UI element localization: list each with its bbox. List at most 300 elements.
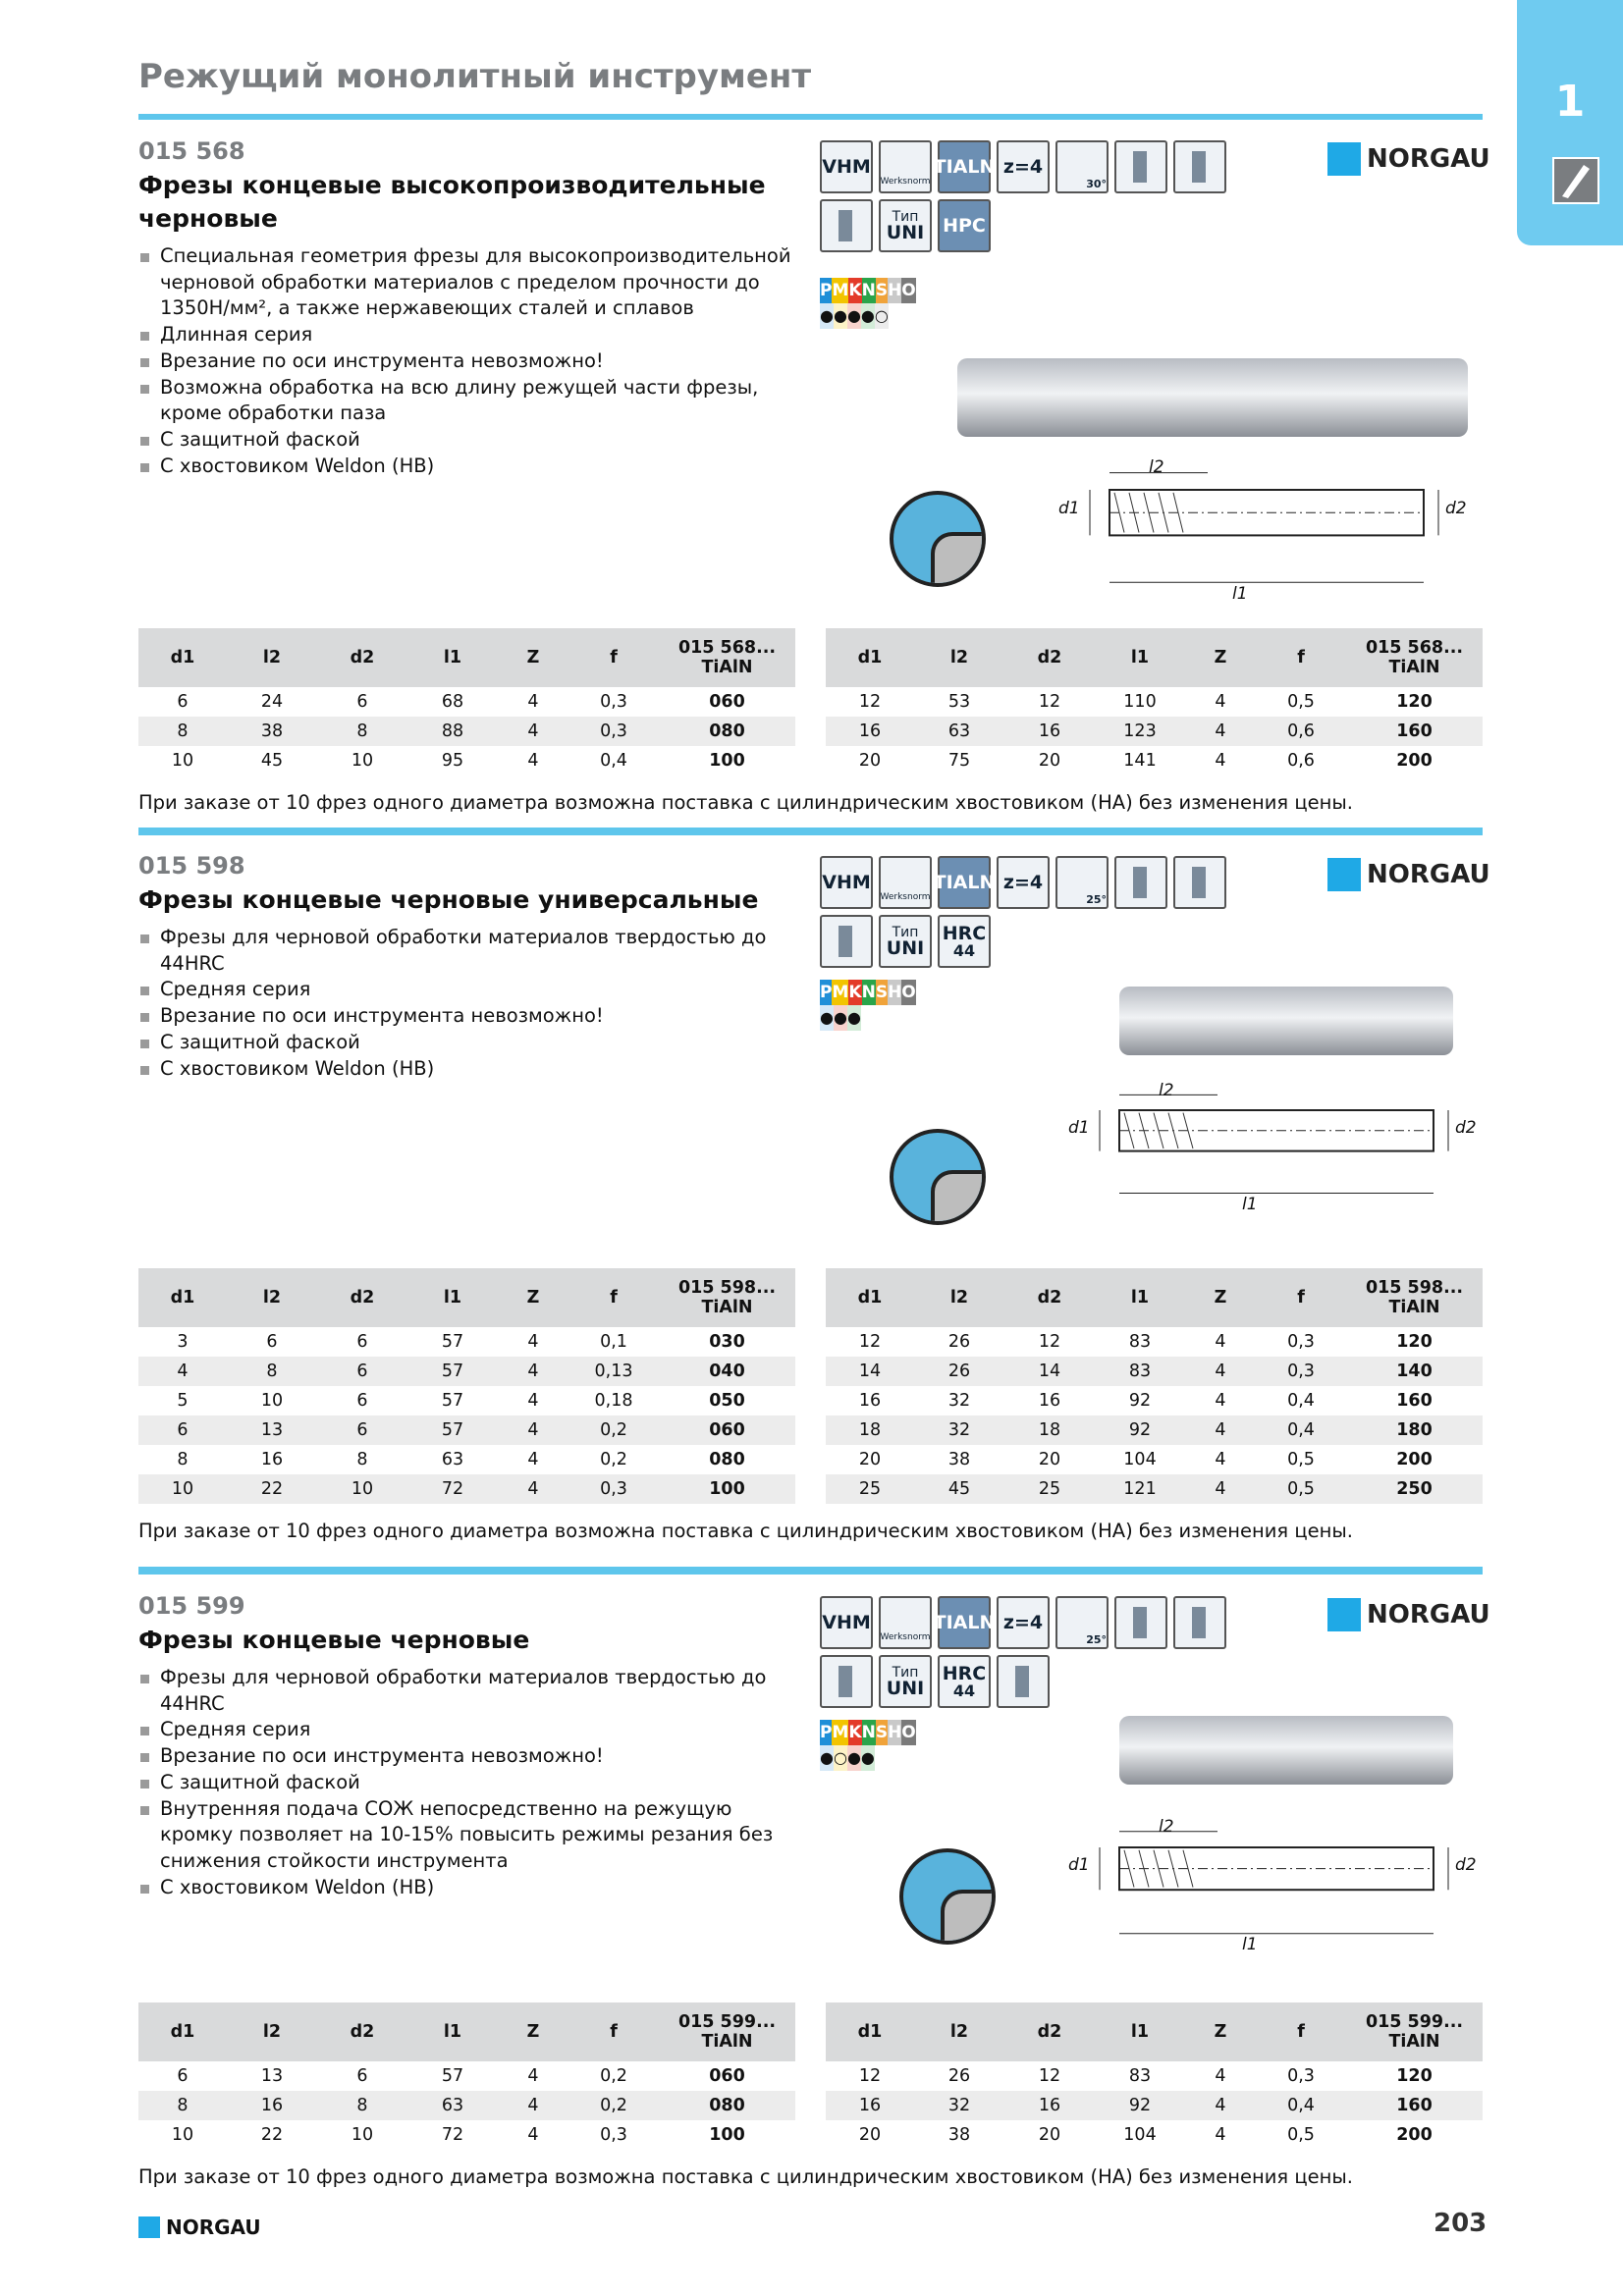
iso-mark: ● — [820, 1745, 834, 1771]
table-cell: 121 — [1095, 1474, 1185, 1504]
table-cell: 13 — [227, 1415, 317, 1445]
table-row[interactable] — [826, 2120, 1483, 2150]
table-cell: 0,2 — [600, 2066, 627, 2086]
feature-item: С хвостовиком Weldon (HB) — [138, 1056, 796, 1083]
table-cell: 10 — [171, 2125, 194, 2145]
dimension-label: l2 — [1159, 1081, 1174, 1100]
iso-mark: ● — [820, 1005, 834, 1031]
table-cell: 20 — [858, 2125, 882, 2145]
column-header: Z — [1185, 2002, 1256, 2061]
section-title: Фрезы концевые черновые универсальные — [138, 885, 759, 914]
flutes-icon — [997, 1596, 1050, 1649]
table-row[interactable] — [138, 1327, 795, 1357]
iso-mark: ● — [847, 1745, 861, 1771]
iso-label: N — [862, 278, 876, 303]
footer-logo — [138, 2216, 261, 2239]
table-cell: 10 — [171, 751, 194, 771]
table-cell: 4 — [1215, 2125, 1226, 2145]
data-table-right — [826, 2002, 1483, 2150]
table-cell: 0,1 — [600, 1332, 627, 1352]
table-cell: 8 — [356, 1450, 368, 1469]
column-header: d2 — [1004, 2002, 1095, 2061]
order-code-cell[interactable]: 060 — [709, 2066, 745, 2086]
iso-label: M — [832, 980, 848, 1005]
feature-item: Средняя серия — [138, 1717, 796, 1743]
order-code-cell[interactable]: 030 — [709, 1332, 745, 1352]
brand-square-icon — [1327, 858, 1361, 891]
code-column-header — [659, 1268, 795, 1327]
column-header: d1 — [826, 1268, 914, 1327]
chapter-number: 1 — [1554, 77, 1586, 127]
iso-material-groups — [820, 980, 916, 1031]
corner-profile-icon — [899, 1848, 996, 1945]
code-prefix: 015 599... — [1365, 2012, 1464, 2032]
code-prefix: 015 598... — [677, 1278, 777, 1298]
iso-mark: ○ — [834, 1745, 847, 1771]
table-cell: 16 — [260, 1450, 284, 1469]
footer-brand: NORGAU — [166, 2216, 261, 2239]
table-cell: 57 — [441, 1332, 464, 1352]
type-label: Тип — [892, 1664, 919, 1681]
order-code-cell[interactable]: 180 — [1346, 1415, 1483, 1445]
table-row[interactable] — [138, 2061, 795, 2091]
table-row[interactable] — [826, 717, 1483, 746]
table-cell: 8 — [317, 717, 407, 746]
rough-profile-icon — [820, 1655, 873, 1708]
type-uni-icon — [879, 1655, 932, 1708]
table-row[interactable] — [826, 1415, 1483, 1445]
table-cell: 0,4 — [1256, 2091, 1346, 2120]
hpc-icon — [938, 199, 991, 252]
table-cell: 0,3 — [600, 2125, 627, 2145]
table-cell: 6 — [266, 1332, 278, 1352]
dimension-label: l2 — [1149, 457, 1164, 477]
table-cell: 75 — [947, 751, 971, 771]
table-cell: 0,5 — [1287, 692, 1315, 712]
table-row[interactable] — [138, 1357, 795, 1386]
flutes-icon — [997, 856, 1050, 909]
table-cell: 22 — [227, 1474, 317, 1504]
icon-text: VHM — [822, 871, 871, 893]
feature-item: Врезание по оси инструмента невозможно! — [138, 348, 796, 375]
column-header: l1 — [1095, 628, 1185, 687]
table-cell: 72 — [407, 1474, 498, 1504]
hrc-value: 44 — [952, 1681, 976, 1700]
order-code-cell[interactable]: 120 — [1396, 1332, 1433, 1352]
chamfer-icon — [1173, 140, 1226, 193]
werksnorm-icon — [879, 1596, 932, 1649]
table-cell: 38 — [947, 1450, 971, 1469]
table-cell: 110 — [1123, 692, 1157, 712]
iso-mark: ● — [820, 303, 834, 329]
section-title: Фрезы концевые высокопроизводительные черновые — [138, 171, 766, 233]
dimension-label: d2 — [1445, 498, 1467, 518]
table-row[interactable] — [826, 1474, 1483, 1504]
column-header: l1 — [407, 2002, 498, 2061]
table-cell: 0,2 — [568, 2091, 659, 2120]
tool-photo — [1119, 1716, 1453, 1785]
table-cell: 4 — [1185, 1474, 1256, 1504]
table-cell: 16 — [1038, 1391, 1061, 1411]
column-header: f — [568, 1268, 659, 1327]
order-code-cell[interactable]: 200 — [1396, 1450, 1433, 1469]
table-cell: 38 — [947, 2125, 971, 2145]
order-code-cell[interactable]: 120 — [1396, 2066, 1433, 2086]
column-header: f — [1256, 2002, 1346, 2061]
column-header: d1 — [138, 1268, 227, 1327]
code-prefix: 015 568... — [677, 638, 777, 658]
order-note: При заказе от 10 фрез одного диаметра возможна поставка с цилиндрическим хвостовиком (HA) без изменения цены. — [138, 791, 1353, 814]
column-header: l1 — [1095, 2002, 1185, 2061]
iso-label: M — [832, 1720, 848, 1745]
column-header: Z — [498, 2002, 568, 2061]
table-row[interactable] — [826, 2061, 1483, 2091]
table-cell: 20 — [858, 751, 882, 771]
table-cell: 57 — [407, 1415, 498, 1445]
table-cell: 8 — [177, 1450, 189, 1469]
icon-text: TIALN — [933, 871, 996, 893]
code-column-header — [1346, 1268, 1483, 1327]
table-cell: 57 — [407, 1357, 498, 1386]
brand-name: NORGAU — [1367, 860, 1490, 889]
table-cell: 4 — [1185, 2091, 1256, 2120]
iso-label: O — [901, 980, 915, 1005]
table-cell: 16 — [1004, 2091, 1095, 2120]
table-cell: 4 — [498, 1357, 568, 1386]
table-cell: 72 — [441, 2125, 464, 2145]
werksnorm-icon — [879, 140, 932, 193]
brand-logo — [1327, 1598, 1490, 1631]
rough-profile-icon — [820, 199, 873, 252]
hrc-icon — [938, 915, 991, 968]
code-prefix: 015 598... — [1365, 1278, 1464, 1298]
column-header: Z — [498, 1268, 568, 1327]
table-cell: 26 — [914, 1357, 1004, 1386]
dimension-label: d1 — [1058, 498, 1080, 518]
column-header: d1 — [138, 2002, 227, 2061]
table-cell: 4 — [527, 1332, 539, 1352]
code-column-header — [1346, 2002, 1483, 2061]
table-cell: 92 — [1128, 1391, 1152, 1411]
article-number: 015 568 — [138, 137, 245, 165]
table-cell: 10 — [138, 1474, 227, 1504]
vhm-icon — [820, 140, 873, 193]
table-cell: 0,18 — [594, 1391, 633, 1411]
page-title: Режущий монолитный инструмент — [138, 57, 812, 96]
iso-mark: ● — [834, 1005, 847, 1031]
order-code-cell[interactable]: 160 — [1396, 1391, 1433, 1411]
table-cell: 0,5 — [1256, 1474, 1346, 1504]
table-cell: 0,4 — [1256, 1415, 1346, 1445]
table-cell: 83 — [1095, 1357, 1185, 1386]
table-cell: 0,6 — [1256, 717, 1346, 746]
column-header: l2 — [914, 2002, 1004, 2061]
feature-item: Возможна обработка на всю длину режущей части фрезы, кроме обработки паза — [138, 375, 796, 427]
article-number: 015 599 — [138, 1592, 245, 1620]
table-cell: 0,13 — [568, 1357, 659, 1386]
table-cell: 63 — [441, 1450, 464, 1469]
order-code-cell[interactable]: 080 — [709, 1450, 745, 1469]
column-header: f — [1256, 628, 1346, 687]
feature-item: Фрезы для черновой обработки материалов твердостью до 44HRC — [138, 1665, 796, 1717]
table-cell: 53 — [947, 692, 971, 712]
iso-material-groups — [820, 1720, 916, 1771]
brand-square-icon — [1327, 1598, 1361, 1631]
order-code-cell[interactable]: 100 — [709, 751, 745, 771]
coating-label: TiAlN — [701, 658, 753, 677]
column-header: f — [1256, 1268, 1346, 1327]
werksnorm-label: Werksnorm — [880, 176, 931, 187]
order-code-cell[interactable]: 050 — [709, 1391, 745, 1411]
icon-text: TIALN — [933, 155, 996, 178]
table-cell: 83 — [1128, 2066, 1152, 2086]
icon-text: HPC — [943, 214, 986, 237]
order-code-cell[interactable]: 200 — [1396, 751, 1433, 771]
order-code-cell[interactable]: 100 — [709, 2125, 745, 2145]
uni-label: UNI — [886, 221, 925, 243]
table-row[interactable] — [138, 1386, 795, 1415]
table-row[interactable] — [826, 1386, 1483, 1415]
table-cell: 13 — [260, 2066, 284, 2086]
table-cell: 0,6 — [1287, 751, 1315, 771]
section-divider — [138, 1567, 1483, 1575]
order-code-cell[interactable]: 160 — [1346, 2091, 1483, 2120]
iso-material-groups — [820, 278, 916, 329]
table-cell: 0,5 — [1287, 1450, 1315, 1469]
icon-text: 25° — [1086, 892, 1107, 906]
column-header: d2 — [317, 1268, 407, 1327]
table-cell: 0,3 — [1256, 1357, 1346, 1386]
hrc-value: 44 — [952, 940, 976, 960]
feature-item: С защитной фаской — [138, 427, 796, 454]
order-code-cell[interactable]: 200 — [1396, 2125, 1433, 2145]
table-cell: 4 — [1215, 1332, 1226, 1352]
corner-profile-icon — [890, 1129, 986, 1225]
table-cell: 32 — [947, 1391, 971, 1411]
table-cell: 4 — [527, 1391, 539, 1411]
werksnorm-label: Werksnorm — [880, 1631, 931, 1642]
table-cell: 63 — [407, 2091, 498, 2120]
feature-item: С защитной фаской — [138, 1770, 796, 1796]
table-cell: 22 — [260, 2125, 284, 2145]
type-label: Тип — [892, 924, 919, 940]
table-cell: 14 — [826, 1357, 914, 1386]
table-cell: 6 — [177, 2066, 189, 2086]
table-row[interactable] — [826, 687, 1483, 717]
chamfer-icon — [1173, 856, 1226, 909]
table-cell: 12 — [858, 2066, 882, 2086]
coating-label: TiAlN — [701, 1298, 753, 1317]
brand-square-icon — [138, 2216, 160, 2238]
code-column-header — [659, 2002, 795, 2061]
iso-label: P — [820, 278, 832, 303]
iso-label: H — [888, 278, 901, 303]
iso-label: S — [876, 1720, 888, 1745]
order-code-cell[interactable]: 080 — [659, 717, 795, 746]
table-cell: 3 — [177, 1332, 189, 1352]
table-cell: 63 — [914, 717, 1004, 746]
table-cell: 8 — [138, 2091, 227, 2120]
table-cell: 0,4 — [1287, 1391, 1315, 1411]
column-header: d2 — [1004, 1268, 1095, 1327]
column-header: l1 — [1095, 1268, 1185, 1327]
code-column-header — [1346, 628, 1483, 687]
order-code-cell[interactable]: 060 — [659, 1415, 795, 1445]
feature-item: С хвостовиком Weldon (HB) — [138, 1875, 796, 1901]
column-header: Z — [1185, 1268, 1256, 1327]
table-row[interactable] — [138, 717, 795, 746]
table-row[interactable] — [138, 687, 795, 717]
property-icons — [820, 140, 1262, 252]
table-cell: 4 — [498, 2091, 568, 2120]
iso-mark: ● — [834, 303, 847, 329]
table-cell: 4 — [138, 1357, 227, 1386]
column-header: l1 — [407, 628, 498, 687]
order-note: При заказе от 10 фрез одного диаметра возможна поставка с цилиндрическим хвостовиком (HA) без изменения цены. — [138, 1520, 1353, 1542]
table-cell: 20 — [858, 1450, 882, 1469]
icon-text: 30° — [1086, 177, 1107, 190]
table-cell: 57 — [441, 1391, 464, 1411]
hrc-label: HRC — [942, 1662, 987, 1684]
tool-drawing — [1068, 1817, 1477, 1955]
column-header: Z — [498, 628, 568, 687]
table-cell: 24 — [260, 692, 284, 712]
table-cell: 45 — [260, 751, 284, 771]
werksnorm-label: Werksnorm — [880, 891, 931, 902]
brand-name: NORGAU — [1367, 1600, 1490, 1629]
iso-label: O — [901, 278, 915, 303]
iso-mark: ● — [847, 303, 861, 329]
table-cell: 10 — [260, 1391, 284, 1411]
table-cell: 12 — [858, 692, 882, 712]
table-cell: 8 — [227, 1357, 317, 1386]
table-cell: 57 — [441, 2066, 464, 2086]
section-divider — [138, 828, 1483, 835]
icon-text: 25° — [1086, 1632, 1107, 1646]
table-cell: 0,5 — [1287, 2125, 1315, 2145]
iso-label: K — [848, 1720, 861, 1745]
feature-list — [138, 925, 796, 1082]
table-cell: 123 — [1095, 717, 1185, 746]
table-cell: 8 — [138, 717, 227, 746]
brand-logo — [1327, 142, 1490, 176]
table-cell: 16 — [1004, 717, 1095, 746]
table-cell: 6 — [317, 1357, 407, 1386]
feature-item: Врезание по оси инструмента невозможно! — [138, 1743, 796, 1770]
iso-label: K — [848, 278, 861, 303]
table-cell: 0,3 — [1287, 1332, 1315, 1352]
data-table-left — [138, 1268, 795, 1504]
table-row[interactable] — [826, 1327, 1483, 1357]
table-cell: 95 — [441, 751, 464, 771]
table-cell: 10 — [351, 2125, 374, 2145]
table-cell: 92 — [1095, 1415, 1185, 1445]
iso-mark: ● — [861, 1745, 875, 1771]
chapter-tab[interactable] — [1517, 0, 1623, 245]
order-code-cell[interactable]: 080 — [659, 2091, 795, 2120]
table-cell: 10 — [351, 751, 374, 771]
table-cell: 4 — [498, 717, 568, 746]
table-row[interactable] — [138, 2091, 795, 2120]
table-cell: 4 — [498, 1415, 568, 1445]
table-cell: 12 — [858, 1332, 882, 1352]
table-cell: 8 — [317, 2091, 407, 2120]
table-row[interactable] — [826, 2091, 1483, 2120]
feature-list — [138, 243, 796, 479]
table-cell: 32 — [914, 2091, 1004, 2120]
column-header: l2 — [227, 2002, 317, 2061]
property-icons — [820, 1596, 1262, 1708]
table-cell: 4 — [527, 1450, 539, 1469]
order-code-cell[interactable]: 060 — [709, 692, 745, 712]
iso-mark: ○ — [875, 303, 889, 329]
order-code-cell[interactable]: 140 — [1346, 1357, 1483, 1386]
table-cell: 16 — [858, 1391, 882, 1411]
table-cell: 141 — [1123, 751, 1157, 771]
table-row[interactable] — [138, 746, 795, 775]
iso-label: P — [820, 1720, 832, 1745]
helix-angle-icon — [1055, 1596, 1109, 1649]
table-row[interactable] — [138, 1415, 795, 1445]
order-code-cell[interactable]: 120 — [1396, 692, 1433, 712]
table-row[interactable] — [826, 1357, 1483, 1386]
coating-label: TiAlN — [1388, 2032, 1440, 2052]
table-cell: 4 — [527, 2125, 539, 2145]
corner-profile-icon — [890, 491, 986, 587]
column-header: Z — [1185, 628, 1256, 687]
table-row[interactable] — [826, 1445, 1483, 1474]
article-number: 015 598 — [138, 852, 245, 880]
column-header: d2 — [317, 628, 407, 687]
icon-text: z=4 — [1002, 871, 1044, 893]
table-cell: 4 — [498, 1474, 568, 1504]
type-uni-icon — [879, 199, 932, 252]
order-code-cell[interactable]: 250 — [1346, 1474, 1483, 1504]
data-table-right — [826, 628, 1483, 775]
order-code-cell[interactable]: 100 — [659, 1474, 795, 1504]
dimension-label: l2 — [1159, 1817, 1174, 1837]
column-header: l2 — [914, 1268, 1004, 1327]
icon-text: VHM — [822, 1611, 871, 1633]
table-row[interactable] — [826, 746, 1483, 775]
table-cell: 32 — [914, 1415, 1004, 1445]
table-cell: 83 — [1128, 1332, 1152, 1352]
code-column-header — [659, 628, 795, 687]
order-note: При заказе от 10 фрез одного диаметра возможна поставка с цилиндрическим хвостовиком (HA) без изменения цены. — [138, 2165, 1353, 2188]
property-icons — [820, 856, 1262, 968]
table-row[interactable] — [138, 1474, 795, 1504]
order-code-cell[interactable]: 040 — [659, 1357, 795, 1386]
table-cell: 12 — [1038, 2066, 1061, 2086]
table-cell: 14 — [1004, 1357, 1095, 1386]
flutes-icon — [997, 140, 1050, 193]
table-cell: 0,4 — [600, 751, 627, 771]
table-cell: 18 — [826, 1415, 914, 1445]
coating-label: TiAlN — [701, 2032, 753, 2052]
table-cell: 6 — [356, 1332, 368, 1352]
table-row[interactable] — [138, 2120, 795, 2150]
icon-text: TIALN — [933, 1611, 996, 1633]
dimension-label: l1 — [1242, 1194, 1258, 1214]
table-row[interactable] — [138, 1445, 795, 1474]
table-cell: 18 — [1004, 1415, 1095, 1445]
tool-drawing — [1068, 1081, 1477, 1214]
weldon-shank-icon — [1114, 1596, 1167, 1649]
table-cell: 6 — [356, 2066, 368, 2086]
table-cell: 0,2 — [600, 1450, 627, 1469]
feature-item: С защитной фаской — [138, 1030, 796, 1056]
order-code-cell[interactable]: 160 — [1346, 717, 1483, 746]
